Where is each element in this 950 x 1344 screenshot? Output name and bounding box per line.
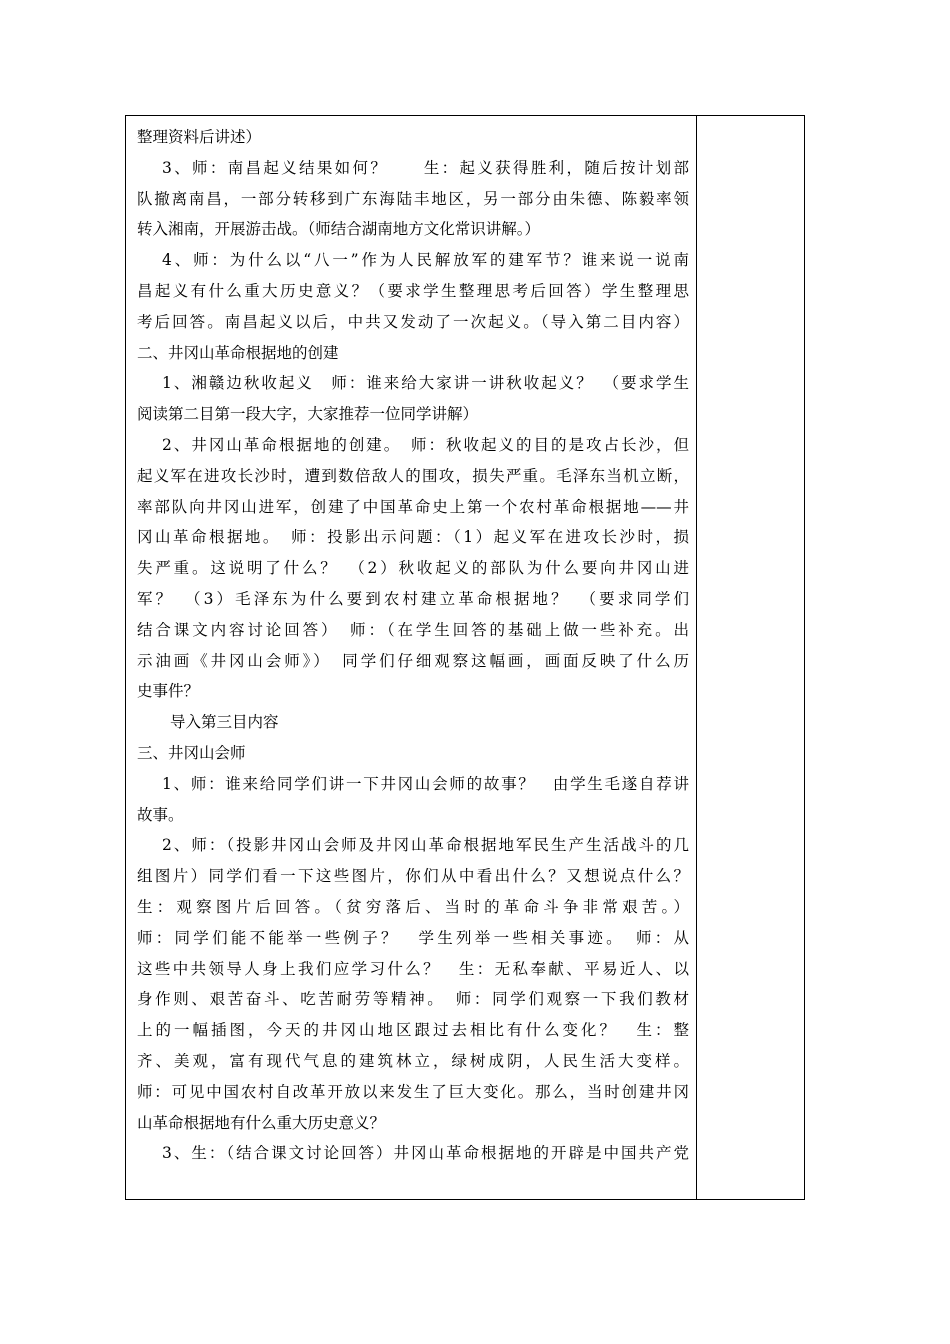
text-line: 这些中共领导人身上我们应学习什么？ 生：无私奉献、平易近人、以 [137,959,689,978]
text-line: 师：可见中国农村自改革开放以来发生了巨大变化。那么，当时创建井冈 [137,1082,689,1101]
lesson-table [125,115,805,1200]
text-line: 1、师：谁来给同学们讲一下井冈山会师的故事？ 由学生毛遂自荐讲 [162,774,689,793]
text-line: 2、井冈山革命根据地的创建。 师：秋收起义的目的是攻占长沙，但 [162,435,689,454]
text-line: 起义军在进攻长沙时，遭到数倍敌人的围攻，损失严重。毛泽东当机立断， [137,466,689,485]
text-line: 组图片）同学们看一下这些图片，你们从中看出什么？又想说点什么？ [137,867,689,886]
text-line: 示油画《井冈山会师》） 同学们仔细观察这幅画，画面反映了什么历 [137,651,689,670]
text-line: 身作则、艰苦奋斗、吃苦耐劳等精神。 师：同学们观察一下我们教材 [137,990,689,1009]
text-line: 导入第三目内容 [170,713,279,732]
text-line: 齐、美观，富有现代气息的建筑林立，绿树成阴，人民生活大变样。 [137,1051,689,1070]
text-line: 山革命根据地有什么重大历史意义？ [137,1113,386,1132]
text-line: 整理资料后讲述） [137,128,262,146]
text-line: 1、湘赣边秋收起义 师：谁来给大家讲一讲秋收起义？ （要求学生 [162,374,689,393]
text-line: 故事。 [137,805,184,824]
text-line: 3、师：南昌起义结果如何？ 生：起义获得胜利，随后按计划部 [162,158,689,177]
text-line: 考后回答。南昌起义以后，中共又发动了一次起义。（导入第二目内容） [137,312,689,331]
notes-cell [697,116,804,1199]
text-line: 3、生：（结合课文讨论回答）井冈山革命根据地的开辟是中国共产党 [162,1144,689,1163]
text-line: 史事件？ [137,682,200,701]
text-line: 生：观察图片后回答。（贫穷落后、当时的革命斗争非常艰苦。） [137,897,689,916]
text-line: 失严重。这说明了什么？ （2）秋收起义的部队为什么要向井冈山进 [137,559,689,578]
lesson-content-cell [137,122,689,1169]
section-heading: 三、井冈山会师 [137,743,246,762]
text-line: 师：同学们能不能举一些例子？ 学生列举一些相关事迹。 师：从 [137,928,689,947]
text-line: 率部队向井冈山进军，创建了中国革命史上第一个农村革命根据地——井 [137,497,689,516]
text-line: 结合课文内容讨论回答） 师：（在学生回答的基础上做一些补充。出 [137,620,689,639]
text-line: 2、师：（投影井冈山会师及井冈山革命根据地军民生产生活战斗的几 [162,836,689,855]
text-line: 4、师：为什么以“八一”作为人民解放军的建军节？谁来说一说南 [162,251,689,270]
section-heading: 二、井冈山革命根据地的创建 [137,343,339,362]
text-line: 转入湘南，开展游击战。（师结合湖南地方文化常识讲解。） [137,220,541,239]
text-line: 队撤离南昌，一部分转移到广东海陆丰地区，另一部分由朱德、陈毅率领 [137,189,689,208]
text-line: 阅读第二目第一段大字，大家推荐一位同学讲解） [137,405,479,424]
text-line: 上的一幅插图，今天的井冈山地区跟过去相比有什么变化？ 生：整 [137,1021,689,1040]
text-line: 昌起义有什么重大历史意义？（要求学生整理思考后回答）学生整理思 [137,281,689,300]
text-line: 军？ （3）毛泽东为什么要到农村建立革命根据地？ （要求同学们 [137,589,689,608]
text-line: 冈山革命根据地。 师：投影出示问题：（1）起义军在进攻长沙时，损 [137,528,689,547]
